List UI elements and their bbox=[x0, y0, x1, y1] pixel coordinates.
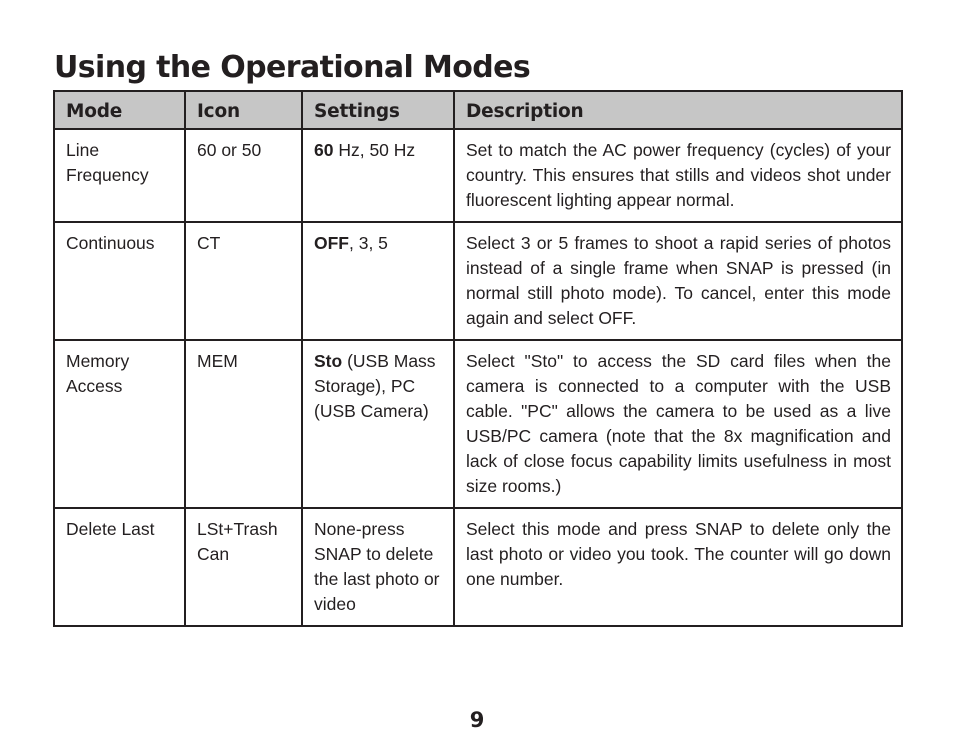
icon-cell: LSt+Trash Can bbox=[185, 508, 302, 626]
icon-cell: CT bbox=[185, 222, 302, 340]
header-mode: Mode bbox=[54, 91, 185, 129]
table-row bbox=[54, 222, 902, 340]
table-row bbox=[54, 508, 902, 626]
header-settings: Settings bbox=[302, 91, 454, 129]
mode-cell: Delete Last bbox=[54, 508, 185, 626]
page-number: 9 bbox=[469, 708, 485, 732]
icon-cell: MEM bbox=[185, 340, 302, 508]
settings-default: Sto bbox=[314, 351, 343, 371]
table-row bbox=[54, 129, 902, 222]
header-icon: Icon bbox=[185, 91, 302, 129]
page-title: Using the Operational Modes bbox=[54, 50, 531, 85]
settings-cell bbox=[302, 508, 454, 626]
description-cell: Select this mode and press SNAP to delete only the last photo or video you took. The counter will go down one number. bbox=[454, 508, 902, 626]
settings-cell bbox=[302, 222, 454, 340]
icon-cell: 60 or 50 bbox=[185, 129, 302, 222]
mode-cell: Line Frequency bbox=[54, 129, 185, 222]
settings-options: , 3, 5 bbox=[349, 233, 388, 253]
table-row bbox=[54, 340, 902, 508]
description-cell: Select 3 or 5 frames to shoot a rapid series of photos instead of a single frame when SNAP is pressed (in normal still photo mode). To cancel, enter this mode again and select OFF. bbox=[454, 222, 902, 340]
operational-modes-table bbox=[53, 90, 903, 627]
mode-cell: Continuous bbox=[54, 222, 185, 340]
settings-default: OFF bbox=[314, 233, 349, 253]
settings-options: None-press SNAP to delete the last photo or video bbox=[314, 519, 440, 614]
settings-default: 60 bbox=[314, 140, 334, 160]
description-cell: Select "Sto" to access the SD card files when the camera is connected to a computer with the USB cable. "PC" allows the camera to be used as a live USB/PC camera (note that the 8x magnification and lack of close focus capability limits usefulness in most size rooms.) bbox=[454, 340, 902, 508]
description-cell: Set to match the AC power frequency (cycles) of your country. This ensures that stills and videos shot under fluorescent lighting appear normal. bbox=[454, 129, 902, 222]
settings-options: Hz, 50 Hz bbox=[333, 140, 416, 160]
settings-cell bbox=[302, 340, 454, 508]
settings-cell bbox=[302, 129, 454, 222]
settings-options: (USB Mass Storage), PC (USB Camera) bbox=[314, 351, 436, 421]
table-header-row bbox=[54, 91, 902, 129]
header-description: Description bbox=[454, 91, 902, 129]
mode-cell: Memory Access bbox=[54, 340, 185, 508]
